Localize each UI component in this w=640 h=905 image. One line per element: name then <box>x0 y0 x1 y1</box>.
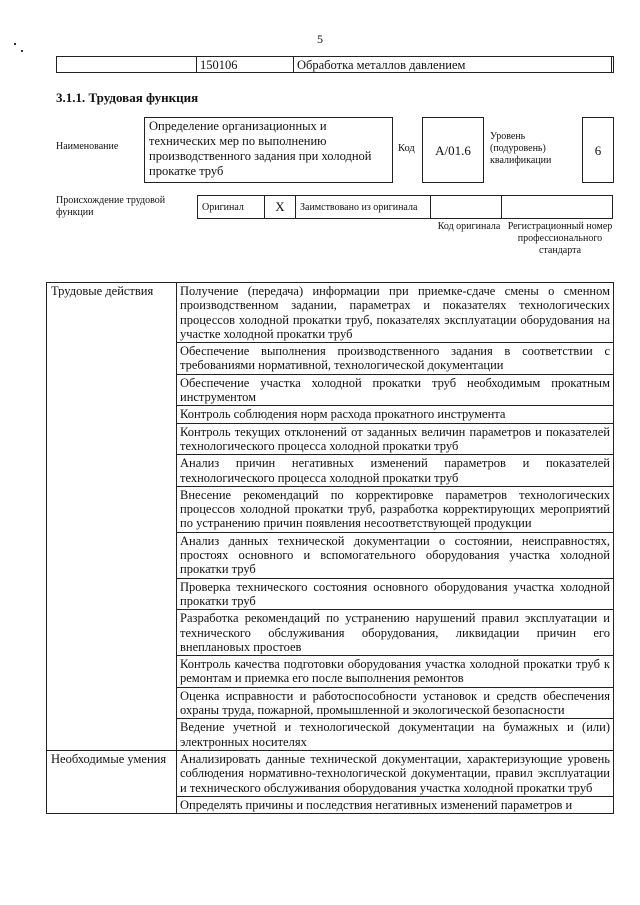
table-cell: Внесение рекомендаций по корректировке параметров технологических процессов холодной прокатки труб, разработка корректирующих мероприятий по устранению причин появления несоответствующей продукции <box>177 486 614 532</box>
table-cell: Разработка рекомендаций по устранению нарушений правил эксплуатации и технического обслуживания оборудования, ликвидации причин его внеплановых простоев <box>177 610 614 656</box>
labor-actions-label: Трудовые действия <box>47 283 177 751</box>
function-details-table <box>46 282 614 814</box>
origin-borrowed-label: Заимствовано из оригинала <box>296 196 431 219</box>
origin-mark: X <box>265 196 296 219</box>
name-label: Наименование <box>56 141 119 152</box>
okz-name: Обработка металлов давлением <box>294 57 612 73</box>
table-cell: Анализ причин негативных изменений параметров и показателей технологического процесса холодной прокатки труб <box>177 455 614 487</box>
section-title: 3.1.1. Трудовая функция <box>56 90 199 105</box>
table-cell: Обеспечение участка холодной прокатки труб необходимым прокатным инструментом <box>177 374 614 406</box>
okz-empty-cell <box>57 57 197 73</box>
origin-table <box>197 195 613 219</box>
scan-dot <box>21 50 23 52</box>
origin-code-caption: Код оригинала <box>437 221 501 232</box>
page-number: 5 <box>317 32 323 46</box>
function-name: Определение организационных и технических мер по выполнению производственного задания при холодной прокатке труб <box>144 117 393 183</box>
okz-table <box>56 56 614 73</box>
origin-reg-cell <box>502 196 613 219</box>
table-row <box>47 750 614 796</box>
table-cell: Оценка исправности и работоспособности установок и средств обеспечения охраны труда, пожарной, промышленной и экологической безопасности <box>177 687 614 719</box>
table-cell: Определять причины и последствия негативных изменений параметров и <box>177 796 614 813</box>
level-label: Уровень (подуровень) квалификации <box>490 131 552 166</box>
table-cell: Ведение учетной и технологической документации на бумажных и (или) электронных носителях <box>177 719 614 751</box>
function-code: А/01.6 <box>422 117 484 183</box>
table-cell: Контроль соблюдения норм расхода прокатного инструмента <box>177 406 614 423</box>
table-row <box>47 283 614 343</box>
qualification-level: 6 <box>582 117 614 183</box>
okz-code: 150106 <box>197 57 294 73</box>
table-cell: Проверка технического состояния основного оборудования участка холодной прокатки труб <box>177 578 614 610</box>
table-cell: Получение (передача) информации при приемке-сдаче смены о сменном производственном задании, параметрах и показателях технологических процессов холодной прокатки труб, показателях эксплуатации оборудования на участке холодной прокатки труб <box>177 283 614 343</box>
table-cell: Контроль текущих отклонений от заданных величин параметров и показателей технологического процесса холодной прокатки труб <box>177 423 614 455</box>
origin-label: Происхождение трудовой функции <box>56 195 166 218</box>
origin-row <box>198 196 613 219</box>
table-cell: Обеспечение выполнения производственного задания в соответствии с требованиями нормативной, технологической документации <box>177 343 614 375</box>
required-skills-label: Необходимые умения <box>47 750 177 813</box>
origin-code-cell <box>431 196 502 219</box>
scan-dot <box>14 43 16 45</box>
table-cell: Контроль качества подготовки оборудования участка холодной прокатки труб к ремонтам и приемка его после выполнения ремонтов <box>177 656 614 688</box>
origin-reg-caption: Регистрационный номер профессионального стандарта <box>507 221 613 256</box>
origin-original-label: Оригинал <box>198 196 265 219</box>
okz-end-cell <box>612 57 614 73</box>
table-cell: Анализ данных технической документации о состоянии, неисправностях, простоях основного и вспомогательного оборудования участка холодной прокатки труб <box>177 532 614 578</box>
table-cell: Анализировать данные технической документации, характеризующие уровень соблюдения нормативно-технологической документации, правил эксплуатации и технического обслуживания оборудования участка холодной прокатки труб <box>177 750 614 796</box>
code-label: Код <box>398 143 415 154</box>
okz-row <box>57 57 614 73</box>
